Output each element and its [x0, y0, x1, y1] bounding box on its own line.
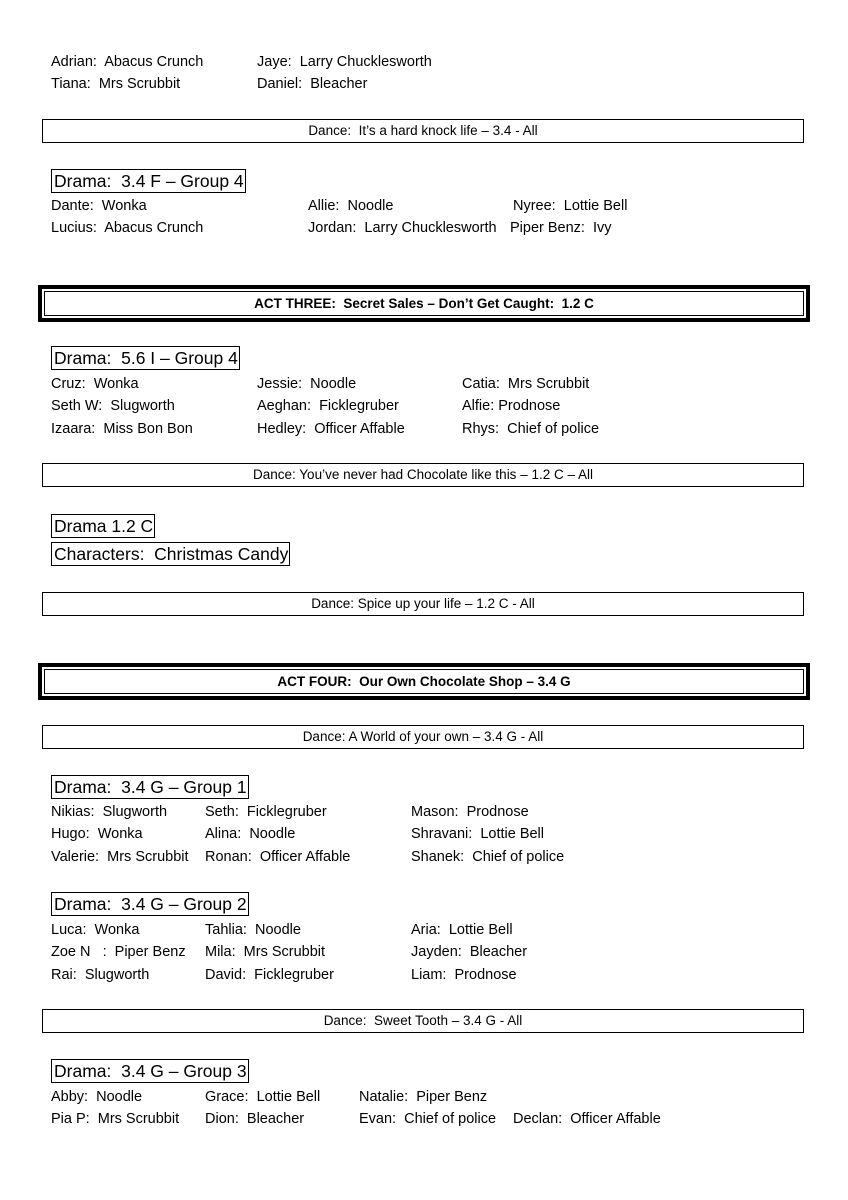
cast-entry: Shravani: Lottie Bell	[411, 826, 544, 842]
cast-entry: Hugo: Wonka	[51, 826, 143, 842]
drama-heading: Drama: 3.4 G – Group 3	[51, 1059, 249, 1083]
cast-entry: Rai: Slugworth	[51, 967, 150, 983]
cast-entry: Valerie: Mrs Scrubbit	[51, 849, 189, 865]
cast-entry: Aeghan: Ficklegruber	[257, 398, 399, 414]
cast-entry: Aria: Lottie Bell	[411, 922, 513, 938]
cast-entry: Declan: Officer Affable	[513, 1111, 661, 1127]
dance-banner: Dance: A World of your own – 3.4 G - All	[42, 725, 804, 749]
cast-entry: Izaara: Miss Bon Bon	[51, 421, 193, 437]
cast-entry: Hedley: Officer Affable	[257, 421, 405, 437]
cast-entry: Alina: Noodle	[205, 826, 296, 842]
act-banner	[38, 285, 810, 322]
cast-entry: Jessie: Noodle	[257, 376, 357, 392]
dance-banner: Dance: It’s a hard knock life – 3.4 - All	[42, 119, 804, 143]
cast-entry: Dante: Wonka	[51, 198, 147, 214]
cast-entry: Nikias: Slugworth	[51, 804, 168, 820]
cast-entry: Lucius: Abacus Crunch	[51, 220, 204, 236]
cast-entry: Ronan: Officer Affable	[205, 849, 351, 865]
cast-entry: Pia P: Mrs Scrubbit	[51, 1111, 180, 1127]
cast-entry: Jaye: Larry Chucklesworth	[257, 54, 432, 70]
drama-heading: Drama 1.2 C	[51, 514, 155, 538]
drama-heading: Characters: Christmas Candy	[51, 542, 290, 566]
act-title: ACT FOUR: Our Own Chocolate Shop – 3.4 G	[44, 669, 804, 694]
dance-banner: Dance: Spice up your life – 1.2 C - All	[42, 592, 804, 616]
cast-entry: Zoe N : Piper Benz	[51, 944, 186, 960]
cast-entry: Nyree: Lottie Bell	[513, 198, 628, 214]
cast-entry: Allie: Noodle	[308, 198, 394, 214]
cast-entry: Jordan: Larry Chucklesworth	[308, 220, 497, 236]
cast-entry: Luca: Wonka	[51, 922, 140, 938]
act-banner	[38, 663, 810, 700]
cast-entry: Liam: Prodnose	[411, 967, 517, 983]
cast-entry: Evan: Chief of police	[359, 1111, 497, 1127]
cast-entry: Alfie: Prodnose	[462, 398, 561, 414]
drama-heading: Drama: 3.4 F – Group 4	[51, 169, 246, 193]
cast-entry: Tiana: Mrs Scrubbit	[51, 76, 181, 92]
cast-entry: Cruz: Wonka	[51, 376, 139, 392]
drama-heading: Drama: 3.4 G – Group 2	[51, 892, 249, 916]
cast-entry: Seth: Ficklegruber	[205, 804, 327, 820]
cast-entry: David: Ficklegruber	[205, 967, 334, 983]
dance-banner: Dance: You’ve never had Chocolate like this – 1.2 C – All	[42, 463, 804, 487]
cast-entry: Dion: Bleacher	[205, 1111, 305, 1127]
cast-entry: Grace: Lottie Bell	[205, 1089, 321, 1105]
act-title: ACT THREE: Secret Sales – Don’t Get Caught: 1.2 C	[44, 291, 804, 316]
drama-heading: Drama: 3.4 G – Group 1	[51, 775, 249, 799]
drama-heading: Drama: 5.6 I – Group 4	[51, 346, 240, 370]
cast-entry: Mason: Prodnose	[411, 804, 529, 820]
cast-entry: Catia: Mrs Scrubbit	[462, 376, 590, 392]
dance-banner: Dance: Sweet Tooth – 3.4 G - All	[42, 1009, 804, 1033]
cast-entry: Shanek: Chief of police	[411, 849, 565, 865]
cast-entry: Abby: Noodle	[51, 1089, 143, 1105]
cast-entry: Piper Benz: Ivy	[510, 220, 612, 236]
cast-entry: Seth W: Slugworth	[51, 398, 175, 414]
cast-entry: Mila: Mrs Scrubbit	[205, 944, 326, 960]
cast-entry: Adrian: Abacus Crunch	[51, 54, 204, 70]
cast-entry: Jayden: Bleacher	[411, 944, 528, 960]
cast-entry: Natalie: Piper Benz	[359, 1089, 488, 1105]
cast-entry: Daniel: Bleacher	[257, 76, 368, 92]
cast-entry: Rhys: Chief of police	[462, 421, 600, 437]
cast-entry: Tahlia: Noodle	[205, 922, 301, 938]
